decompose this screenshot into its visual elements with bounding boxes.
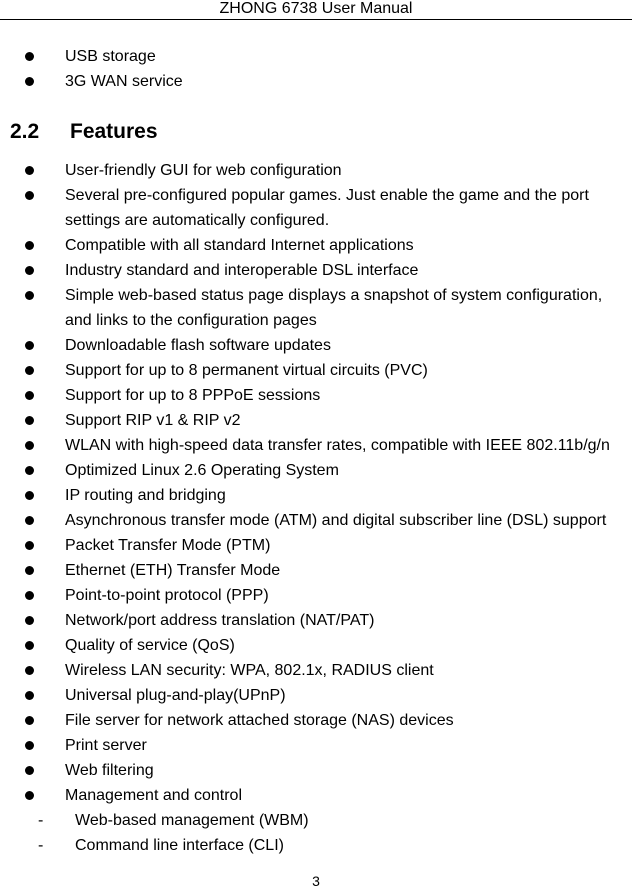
bullet-icon: [25, 566, 34, 575]
feature-item: [0, 658, 610, 683]
list-item: USB storage: [0, 44, 183, 69]
bullet-icon: [25, 766, 34, 775]
bullet-icon: [25, 541, 34, 550]
dash-marker: -: [38, 812, 44, 829]
feature-item: [0, 408, 610, 433]
bullet-icon: [25, 366, 34, 375]
feature-item: [0, 358, 610, 383]
feature-text: settings are automatically configured.: [65, 212, 330, 229]
bullet-icon: [25, 166, 34, 175]
feature-text: Support for up to 8 PPPoE sessions: [65, 387, 321, 404]
feature-item: [0, 233, 610, 258]
intro-list: [0, 44, 183, 94]
feature-text: Universal plug-and-play(UPnP): [65, 687, 286, 704]
sub-list-item: - Web-based management (WBM): [0, 808, 309, 833]
feature-text: Asynchronous transfer mode (ATM) and digital subscriber line (DSL) support: [65, 512, 607, 529]
bullet-icon: [25, 341, 34, 350]
feature-item: [0, 183, 610, 233]
feature-item: [0, 533, 610, 558]
feature-text: Wireless LAN security: WPA, 802.1x, RADIUS client: [65, 662, 434, 679]
feature-text: File server for network attached storage (NAS) devices: [65, 712, 454, 729]
bullet-icon: [25, 191, 34, 200]
feature-item: [0, 633, 610, 658]
feature-text: Several pre-configured popular games. Just enable the game and the port: [65, 187, 589, 204]
bullet-icon: [25, 266, 34, 275]
feature-text: Support for up to 8 permanent virtual circuits (PVC): [65, 362, 428, 379]
sub-list-item: - Command line interface (CLI): [0, 833, 309, 858]
feature-item: [0, 158, 610, 183]
feature-item: [0, 733, 610, 758]
feature-item: [0, 758, 610, 783]
bullet-icon: [25, 52, 34, 61]
bullet-icon: [25, 516, 34, 525]
feature-item: [0, 458, 610, 483]
feature-item: [0, 683, 610, 708]
bullet-icon: [25, 391, 34, 400]
feature-text: and links to the configuration pages: [65, 312, 317, 329]
feature-item: [0, 608, 610, 633]
feature-item: [0, 333, 610, 358]
feature-item: [0, 383, 610, 408]
management-sub-list: [0, 808, 309, 858]
bullet-icon: [25, 491, 34, 500]
feature-text: Management and control: [65, 787, 242, 804]
feature-item: [0, 583, 610, 608]
feature-item: [0, 258, 610, 283]
feature-text: User-friendly GUI for web configuration: [65, 162, 342, 179]
feature-text: Simple web-based status page displays a snapshot of system configuration,: [65, 287, 603, 304]
feature-text: Quality of service (QoS): [65, 637, 235, 654]
feature-item: [0, 483, 610, 508]
bullet-icon: [25, 291, 34, 300]
feature-text: IP routing and bridging: [65, 487, 226, 504]
bullet-icon: [25, 241, 34, 250]
bullet-icon: [25, 616, 34, 625]
feature-text: Print server: [65, 737, 147, 754]
section-number: 2.2: [10, 120, 40, 143]
bullet-icon: [25, 77, 34, 86]
feature-text: Point-to-point protocol (PPP): [65, 587, 269, 604]
feature-item: [0, 283, 610, 333]
bullet-icon: [25, 441, 34, 450]
feature-text: Web filtering: [65, 762, 154, 779]
bullet-icon: [25, 791, 34, 800]
bullet-icon: [25, 416, 34, 425]
feature-text: Support RIP v1 & RIP v2: [65, 412, 241, 429]
feature-text: Packet Transfer Mode (PTM): [65, 537, 271, 554]
dash-marker: -: [38, 837, 44, 854]
bullet-icon: [25, 716, 34, 725]
page-number: 3: [312, 873, 320, 889]
bullet-icon: [25, 741, 34, 750]
feature-item: [0, 508, 610, 533]
bullet-icon: [25, 691, 34, 700]
running-header: ZHONG 6738 User Manual: [219, 0, 413, 17]
feature-text: Optimized Linux 2.6 Operating System: [65, 462, 339, 479]
features-list: [0, 158, 610, 808]
feature-item: [0, 708, 610, 733]
header-rule: [0, 19, 632, 20]
feature-text: Industry standard and interoperable DSL interface: [65, 262, 419, 279]
feature-item: [0, 558, 610, 583]
feature-item: [0, 783, 610, 808]
bullet-icon: [25, 666, 34, 675]
bullet-icon: [25, 466, 34, 475]
feature-text: Compatible with all standard Internet applications: [65, 237, 414, 254]
feature-item: [0, 433, 610, 458]
feature-text: Downloadable flash software updates: [65, 337, 331, 354]
bullet-icon: [25, 591, 34, 600]
list-item: 3G WAN service: [0, 69, 183, 94]
feature-text: WLAN with high-speed data transfer rates, compatible with IEEE 802.11b/g/n: [65, 437, 610, 454]
section-title: Features: [70, 120, 158, 143]
feature-text: Ethernet (ETH) Transfer Mode: [65, 562, 281, 579]
bullet-icon: [25, 641, 34, 650]
section-heading: [10, 119, 158, 145]
feature-text: Network/port address translation (NAT/PAT): [65, 612, 375, 629]
